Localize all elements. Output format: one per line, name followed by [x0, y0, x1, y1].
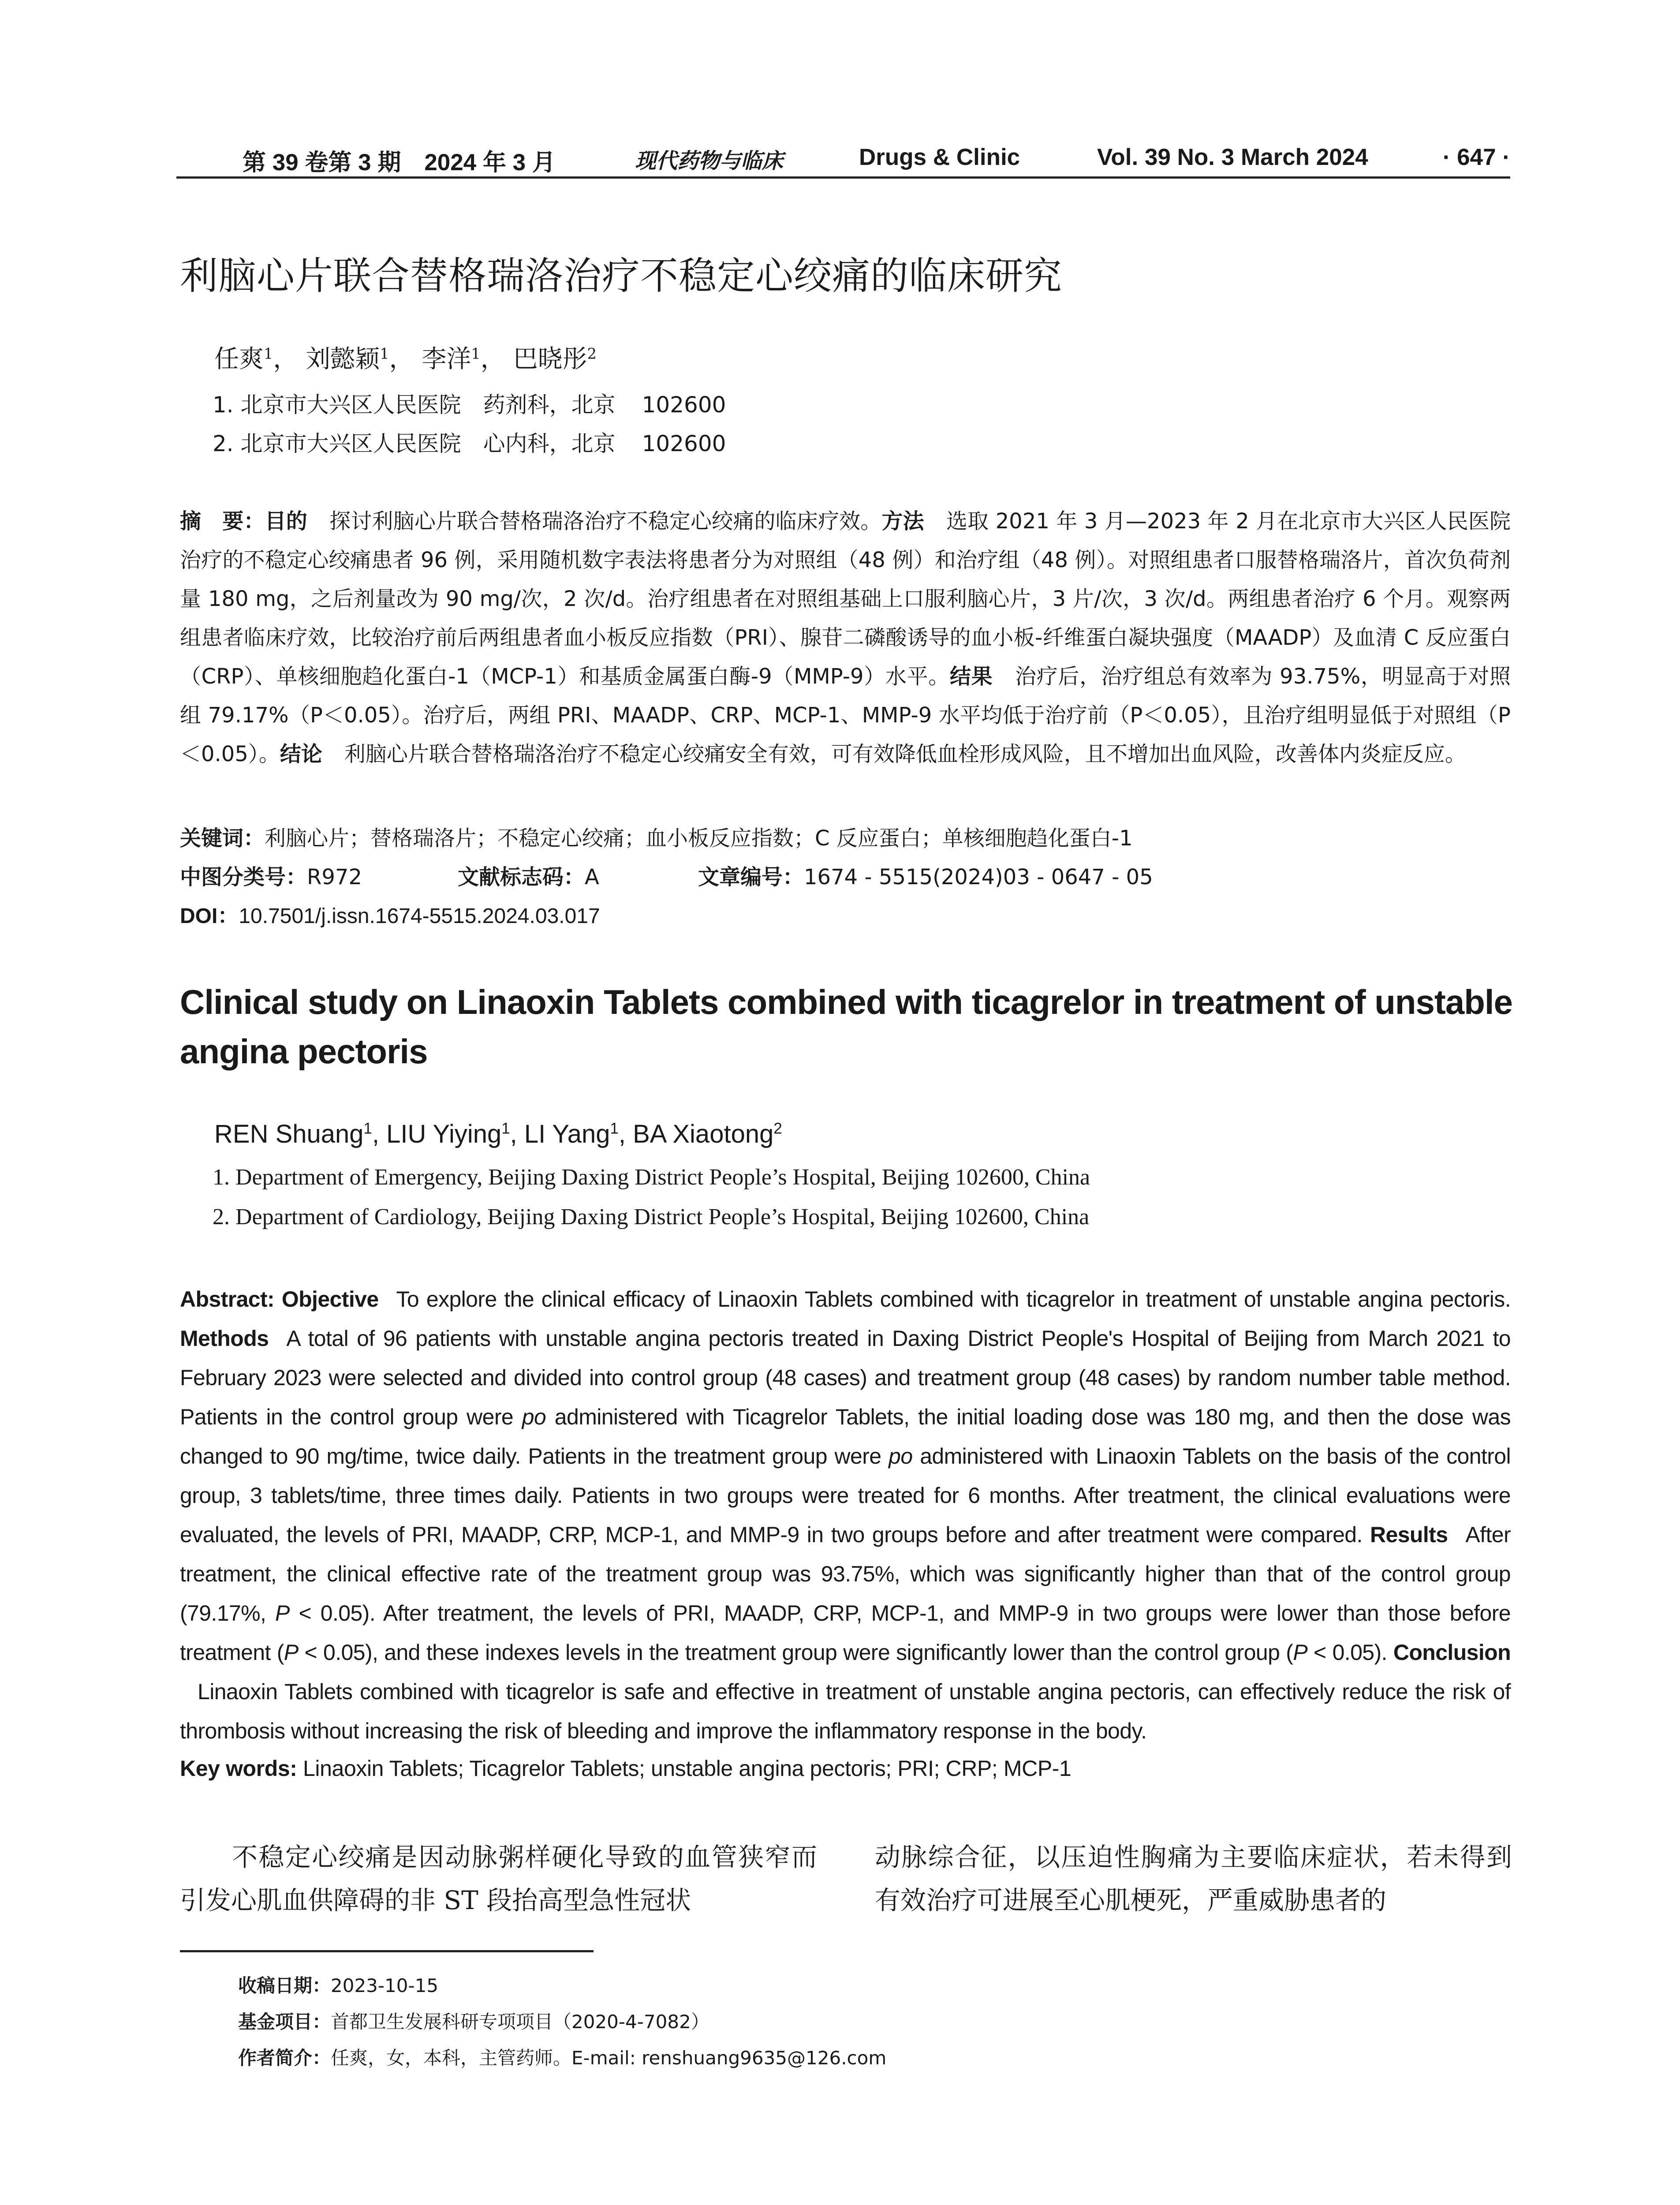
author-cn: 任爽$^1$，	[214, 345, 298, 374]
keywords-english	[180, 1756, 1071, 1781]
affiliation-en-2: 2. Department of Cardiology, Beijing Daxing District People’s Hospital, Beijing 102600, China	[213, 1204, 1090, 1230]
doc-code-value: A	[585, 865, 599, 889]
doi-label: DOI：	[180, 904, 239, 928]
keywords-text: 利脑心片；替格瑞洛片；不稳定心绞痛；血小板反应指数；C 反应蛋白；单核细胞趋化蛋白-1	[265, 826, 1133, 851]
keywords-chinese	[180, 821, 1133, 852]
footnote-divider	[180, 1950, 594, 1952]
affiliation-cn-2: 2. 北京市大兴区人民医院 心内科，北京 102600	[213, 431, 726, 456]
postcode: 102600	[642, 392, 726, 418]
title-chinese: 利脑心片联合替格瑞洛治疗不稳定心绞痛的临床研究	[180, 254, 1062, 298]
methods-label: Methods	[180, 1326, 269, 1351]
keywords-label: Key words:	[180, 1756, 297, 1781]
header-journal-en: Drugs & Clinic	[859, 144, 1020, 170]
doi-value[interactable]: 10.7501/j.issn.1674-5515.2024.03.017	[239, 904, 600, 928]
author-cn: 李洋$^1$，	[422, 345, 505, 374]
footnote-received-date: 收稿日期：2023-10-15	[238, 1975, 439, 1996]
doi	[180, 899, 600, 929]
author-en: REN Shuang$^1$,	[214, 1120, 387, 1148]
header-journal-cn: 现代药物与临床	[635, 149, 784, 173]
authors-english	[214, 1119, 782, 1149]
conclusion-label: Conclusion	[1393, 1640, 1511, 1665]
header-page-number: · 647 ·	[1442, 144, 1510, 170]
affiliation-en-1: 1. Department of Emergency, Beijing Daxing District People’s Hospital, Beijing 102600, China	[213, 1165, 1090, 1190]
results-text: 治疗后，治疗组总有效率为 93.75%，明显高于对照组 79.17%（P＜0.05）。治疗后，两组 PRI、MAADP、CRP、MCP-1、MMP-9 水平均低于治疗前（P＜0.05），且治疗组明显低于对照组（P＜0.05）。	[180, 664, 1511, 766]
author-cn: 刘懿颖$^1$，	[306, 345, 414, 374]
abstract-english	[180, 1280, 1511, 1751]
conclusion-text: 利脑心片联合替格瑞洛治疗不稳定心绞痛安全有效，可有效降低血栓形成风险，且不增加出血风险，改善体内炎症反应。	[344, 742, 1466, 766]
article-no-label: 文章编号：	[698, 865, 804, 889]
body-text-right-column: 动脉综合征，以压迫性胸痛为主要临床症状，若未得到有效治疗可进展至心肌梗死，严重威胁患者的	[875, 1842, 1512, 1915]
classification-info	[180, 860, 1153, 890]
abstract-label: Abstract:	[180, 1287, 275, 1312]
abstract-chinese	[180, 502, 1511, 774]
conclusion-label: 结论	[280, 742, 322, 766]
clc-value: R972	[307, 865, 362, 889]
methods-text: 选取 2021 年 3 月—2023 年 2 月在北京市大兴区人民医院治疗的不稳定心绞痛患者 96 例，采用随机数字表法将患者分为对照组（48 例）和治疗组（48 例）。对照组患者口服替格瑞洛片，首次负荷剂量 180 mg，之后剂量改为 90 mg/次，2 次/d。治疗组患者在对照组基础上口服利脑心片，3 片/次，3 次/d。两组患者治疗 6 个月。观察两组患者临床疗效，比较治疗前后两组患者血小板反应指数（PRI）、腺苷二磷酸诱导的血小板-纤维蛋白凝块强度（MAADP）及血清 C 反应蛋白（CRP）、单核细胞趋化蛋白-1（MCP-1）和基质金属蛋白酶-9（MMP-9）水平。	[180, 509, 1511, 689]
p-value-symbol: P	[284, 1640, 299, 1665]
results-text: < 0.05), and these indexes levels in the treatment group were significantly lower than the control group (	[304, 1640, 1293, 1665]
methods-text: A total of 96 patients with unstable angina pectoris treated in Daxing District People's Hospital of Beijing from March 2021 to February 2023 were selected and divided into control group (48 cases) and treatment group (48 cases) by random number table method. Patients in the control group were	[180, 1326, 1511, 1429]
author-cn: 巴晓彤$^2$	[513, 345, 597, 374]
keywords-text: Linaoxin Tablets; Ticagrelor Tablets; unstable angina pectoris; PRI; CRP; MCP-1	[303, 1756, 1071, 1781]
results-text: < 0.05).	[1314, 1640, 1387, 1665]
clc-label: 中图分类号：	[180, 865, 307, 889]
postcode: 102600	[642, 431, 726, 456]
header-issue-cn: 第 39 卷第 3 期 2024 年 3 月	[243, 149, 556, 176]
methods-label: 方法	[881, 509, 924, 534]
header-volume-en: Vol. 39 No. 3 March 2024	[1097, 144, 1368, 170]
po-abbrev: po	[889, 1444, 913, 1469]
author-en: BA Xiaotong$^2$	[633, 1120, 782, 1148]
methods-text: administered with Linaoxin Tablets on the basis of the control group, 3 tablets/time, three times daily. Patients in two groups were treated for 6 months. After treatment, the clinical evaluations were evaluated, the levels of PRI, MAADP, CRP, MCP-1, and MMP-9 in two groups before and after treatment were compared.	[180, 1444, 1511, 1547]
body-text-left-column: 不稳定心绞痛是因动脉粥样硬化导致的血管狭窄而引发心肌血供障碍的非 ST 段抬高型急性冠状	[180, 1842, 817, 1915]
doc-code-label: 文献标志码：	[458, 865, 585, 889]
methods-text: administered with Ticagrelor Tablets, the initial loading dose was 180 mg, and then the dose was changed to 90 mg/time, twice daily. Patients in the treatment group were	[180, 1405, 1511, 1469]
affiliation-cn-1: 1. 北京市大兴区人民医院 药剂科，北京 102600	[213, 392, 726, 418]
running-header	[176, 140, 1510, 179]
conclusion-text: Linaoxin Tablets combined with ticagrelor is safe and effective in treatment of unstable angina pectoris, can effectively reduce the risk of thrombosis without increasing the risk of bleeding and improve the inflammatory response in the body.	[180, 1679, 1511, 1743]
p-value-symbol: P	[275, 1601, 290, 1626]
author-en: LI Yang$^1$,	[524, 1120, 633, 1148]
abstract-label: 摘 要：	[180, 509, 265, 534]
title-english: Clinical study on Linaoxin Tablets combined with ticagrelor in treatment of unstable angina pectoris	[180, 983, 1512, 1071]
results-label: 结果	[949, 664, 993, 689]
authors-chinese	[214, 340, 597, 375]
footnote-author-bio: 作者简介：任爽，女，本科，主管药师。E-mail: renshuang9635@126.com	[238, 2047, 887, 2069]
keywords-label: 关键词：	[180, 826, 265, 851]
objective-label: 目的	[265, 509, 308, 534]
article-no-value: 1674 - 5515(2024)03 - 0647 - 05	[804, 865, 1153, 889]
objective-text: To explore the clinical efficacy of Linaoxin Tablets combined with ticagrelor in treatment of unstable angina pectoris.	[396, 1287, 1511, 1312]
objective-text: 探讨利脑心片联合替格瑞洛治疗不稳定心绞痛的临床疗效。	[329, 509, 882, 534]
p-value-symbol: P	[1293, 1640, 1308, 1665]
objective-label: Objective	[281, 1287, 379, 1312]
author-en: LIU Yiying$^1$,	[386, 1120, 524, 1148]
footnote-funding: 基金项目：首都卫生发展科研专项项目（2020-4-7082）	[238, 2011, 709, 2033]
results-text: < 0.05). After treatment, the levels of PRI, MAADP, CRP, MCP-1, and MMP-9 in two groups were lower than those before treatment (	[180, 1601, 1511, 1665]
results-text: After treatment, the clinical effective rate of the treatment group was 93.75%, which was significantly higher than that of the control group (79.17%,	[180, 1522, 1511, 1626]
po-abbrev: po	[522, 1405, 546, 1429]
results-label: Results	[1370, 1522, 1448, 1547]
